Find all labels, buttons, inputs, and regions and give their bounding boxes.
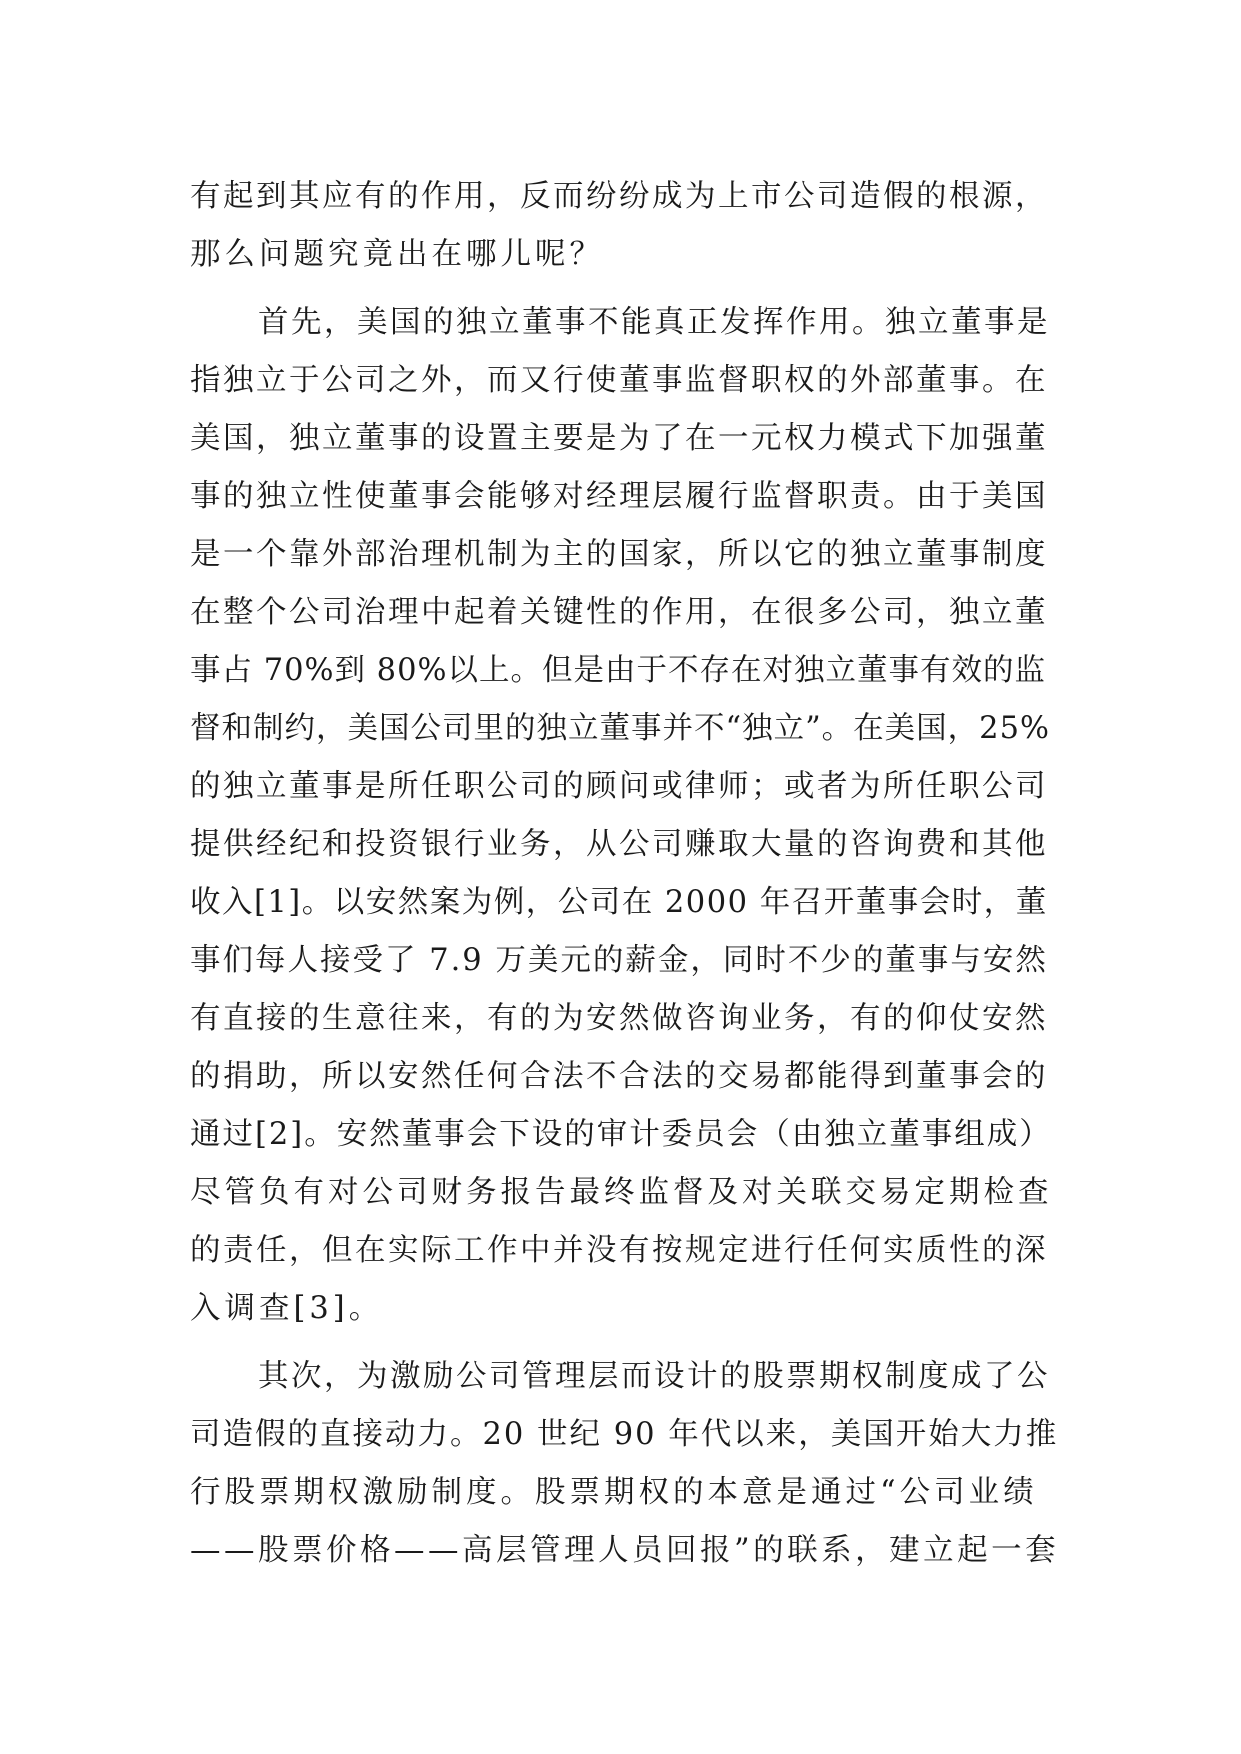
text-line: 尽管负有对公司财务报告最终监督及对关联交易定期检查 bbox=[190, 1175, 1053, 1210]
text-line: 首先，美国的独立董事不能真正发挥作用。独立董事是 bbox=[258, 305, 1050, 340]
text-line: 收入[1]。以安然案为例，公司在 2000 年召开董事会时，董 bbox=[190, 885, 1048, 920]
paragraph-gap bbox=[190, 1338, 1060, 1348]
text-line: 行股票期权激励制度。股票期权的本意是通过“公司业绩 bbox=[190, 1475, 1038, 1510]
text-line: 在整个公司治理中起着关键性的作用，在很多公司，独立董 bbox=[190, 595, 1048, 630]
text-line: 美国，独立董事的设置主要是为了在一元权力模式下加强董 bbox=[190, 421, 1048, 456]
text-line: 入调查[3]。 bbox=[190, 1291, 384, 1326]
text-line: 的独立董事是所任职公司的顾问或律师；或者为所任职公司 bbox=[190, 769, 1048, 804]
text-line: 事的独立性使董事会能够对经理层履行监督职责。由于美国 bbox=[190, 479, 1048, 514]
text-line: 事占 70%到 80%以上。但是由于不存在对独立董事有效的监 bbox=[190, 653, 1046, 688]
text-line: 指独立于公司之外，而又行使董事监督职权的外部董事。在 bbox=[190, 363, 1048, 398]
text-line: 的责任，但在实际工作中并没有按规定进行任何实质性的深 bbox=[190, 1233, 1048, 1268]
text-line: 司造假的直接动力。20 世纪 90 年代以来，美国开始大力推 bbox=[190, 1417, 1059, 1452]
text-line: 那么问题究竟出在哪儿呢？ bbox=[190, 237, 604, 272]
text-line: 是一个靠外部治理机制为主的国家，所以它的独立董事制度 bbox=[190, 537, 1048, 572]
text-line: 的捐助，所以安然任何合法不合法的交易都能得到董事会的 bbox=[190, 1059, 1048, 1094]
text-line: ——股票价格——高层管理人员回报”的联系，建立起一套 bbox=[190, 1533, 1060, 1568]
text-line: 有直接的生意往来，有的为安然做咨询业务，有的仰仗安然 bbox=[190, 1001, 1048, 1036]
paragraph-gap bbox=[190, 284, 1060, 294]
text-line: 通过[2]。安然董事会下设的审计委员会（由独立董事组成） bbox=[190, 1117, 1052, 1152]
body-text bbox=[190, 168, 1060, 1580]
text-line: 督和制约，美国公司里的独立董事并不“独立”。在美国，25% bbox=[190, 711, 1050, 746]
text-line: 其次，为激励公司管理层而设计的股票期权制度成了公 bbox=[258, 1359, 1050, 1394]
text-line: 事们每人接受了 7.9 万美元的薪金，同时不少的董事与安然 bbox=[190, 943, 1048, 978]
text-line: 提供经纪和投资银行业务，从公司赚取大量的咨询费和其他 bbox=[190, 827, 1048, 862]
text-line: 有起到其应有的作用，反而纷纷成为上市公司造假的根源， bbox=[190, 179, 1048, 214]
